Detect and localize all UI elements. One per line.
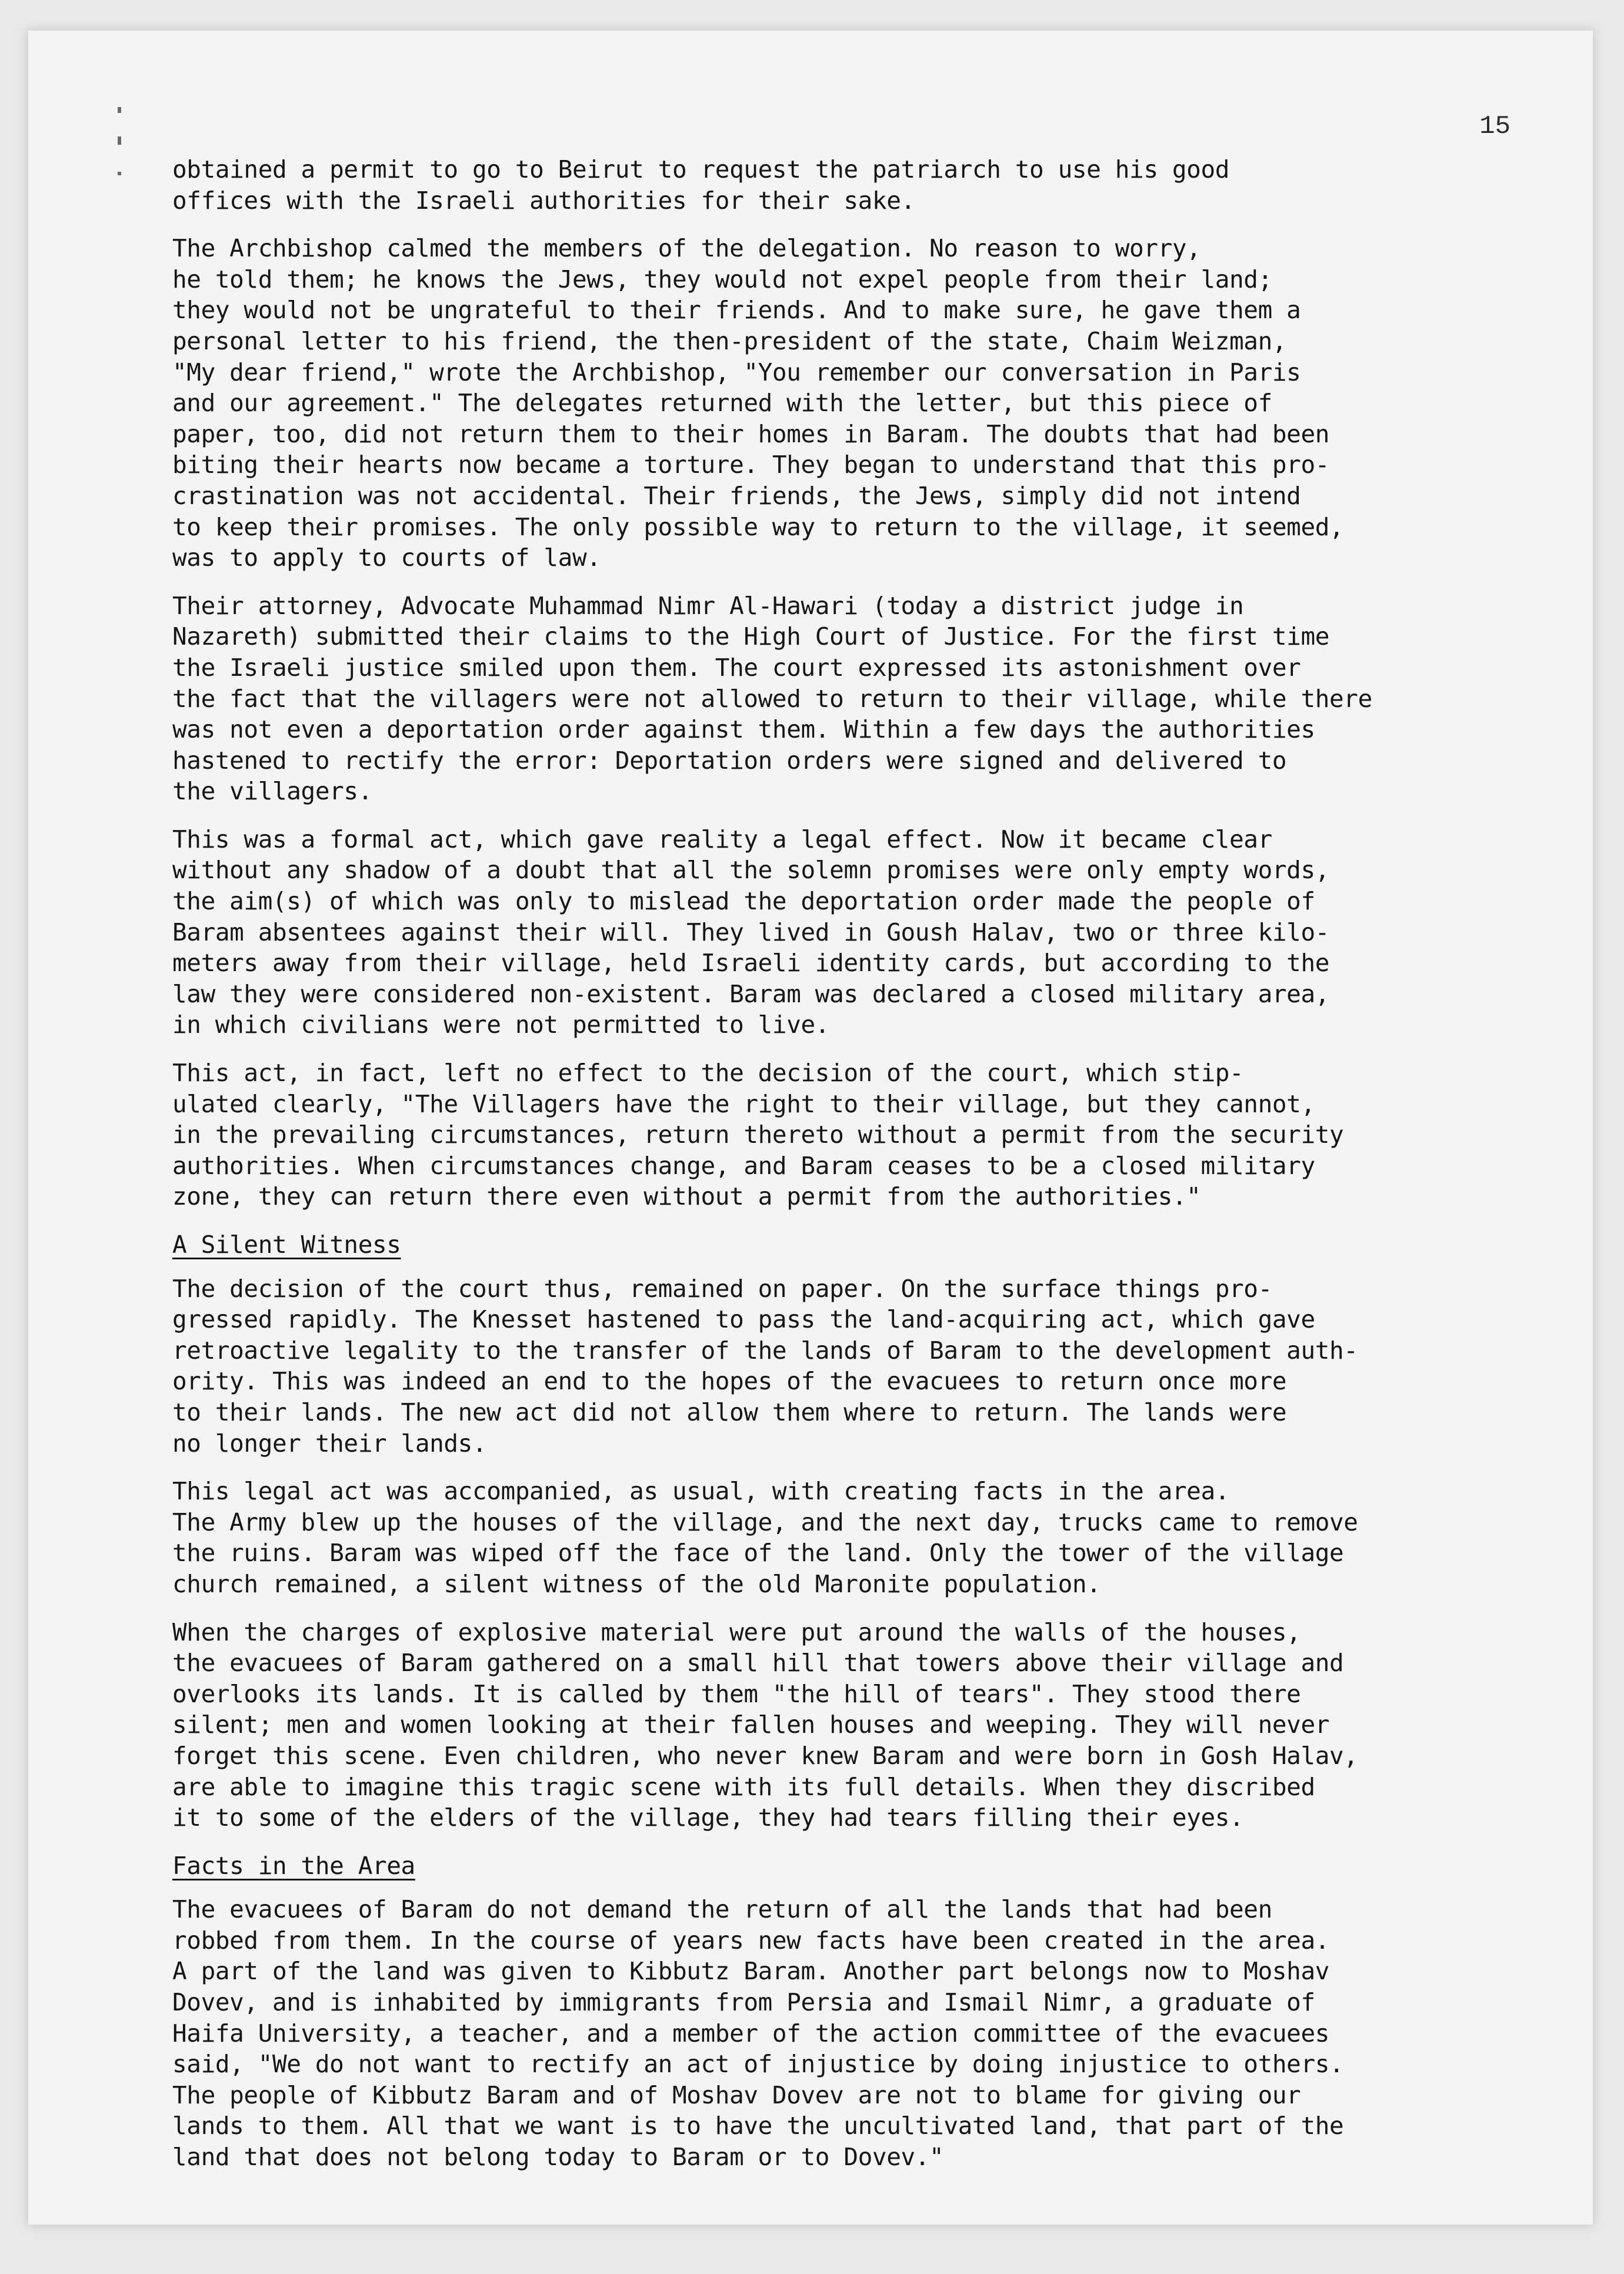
paragraph: The Archbishop calmed the members of the delegation. No reason to worry, he told them; he knows the Jews, they would not expel people from their land; they would not be ungrateful to their friends. And to make sure, he gave them a personal letter to his friend, the then-president of the state, Chaim Weizman, "My dear friend," wrote the Archbishop, "You remember our conversation in Paris and our agreement." The delegates returned with the letter, but this piece of paper, too, did not return them to their homes in Baram. The doubts that had been biting their hearts now became a torture. They began to understand that this pro- crastination was not accidental. Their friends, the Jews, simply did not intend to keep their promises. The only possible way to return to the village, it seemed, was to apply to courts of law.: [172, 234, 1344, 572]
paragraph: This act, in fact, left no effect to the decision of the court, which stip- ulated clearly, "The Villagers have the right to their village, but they cannot, in the prevailing circumstances, return thereto without a permit from the security authorities. When circumstances change, and Baram ceases to be a closed military zone, they can return there even without a permit from the authorities.": [172, 1059, 1344, 1211]
document-body: [172, 154, 1472, 2190]
margin-mark: [118, 136, 121, 145]
paragraph: This legal act was accompanied, as usual, with creating facts in the area. The Army blew up the houses of the village, and the next day, trucks came to remove the ruins. Baram was wiped off the face of the land. Only the tower of the village church remained, a silent witness of the old Maronite population.: [172, 1477, 1358, 1598]
paragraph: The decision of the court thus, remained on paper. On the surface things pro- gressed rapidly. The Knesset hastened to pass the land-acquiring act, which gave retroactive legality to the transfer of the lands of Baram to the development auth- ority. This was indeed an end to the hopes of the evacuees to return once more to their lands. The new act did not allow them where to return. The lands were no longer their lands.: [172, 1274, 1358, 1458]
section-heading-silent-witness: A Silent Witness: [172, 1231, 401, 1259]
paragraph: When the charges of explosive material were put around the walls of the houses, the evacuees of Baram gathered on a small hill that towers above their village and overlooks its lands. It is called by them "the hill of tears". They stood there silent; men and women looking at their fallen houses and weeping. They will never forget this scene. Even children, who never knew Baram and were born in Gosh Halav, are able to imagine this tragic scene with its full details. When they discribed it to some of the elders of the village, they had tears filling their eyes.: [172, 1618, 1358, 1832]
section-heading-facts-in-the-area: Facts in the Area: [172, 1851, 415, 1880]
paragraph: obtained a permit to go to Beirut to request the patriarch to use his good offices with the Israeli authorities for their sake.: [172, 155, 1230, 215]
paragraph: Their attorney, Advocate Muhammad Nimr Al-Hawari (today a district judge in Nazareth) submitted their claims to the High Court of Justice. For the first time the Israeli justice smiled upon them. The court expressed its astonishment over the fact that the villagers were not allowed to return to their village, while there was not even a deportation order against them. Within a few days the authorities hastened to rectify the error: Deportation orders were signed and delivered to the villagers.: [172, 591, 1372, 806]
page-number: 15: [1479, 112, 1510, 141]
paragraph: This was a formal act, which gave reality a legal effect. Now it became clear without any shadow of a doubt that all the solemn promises were only empty words, the aim(s) of which was only to mislead the deportation order made the people of Baram absentees against their will. They lived in Goush Halav, two or three kilo- meters away from their village, held Israeli identity cards, but according to the law they were considered non-existent. Baram was declared a closed military area, in which civilians were not permitted to live.: [172, 825, 1330, 1039]
document-page: [28, 31, 1593, 2225]
margin-mark: [118, 107, 121, 113]
margin-mark: [118, 172, 121, 175]
paragraph: The evacuees of Baram do not demand the return of all the lands that had been robbed from them. In the course of years new facts have been created in the area. A part of the land was given to Kibbutz Baram. Another part belongs now to Moshav Dovev, and is inhabited by immigrants from Persia and Ismail Nimr, a graduate of Haifa University, a teacher, and a member of the action committee of the evacuees said, "We do not want to rectify an act of injustice by doing injustice to others. The people of Kibbutz Baram and of Moshav Dovev are not to blame for giving our lands to them. All that we want is to have the uncultivated land, that part of the land that does not belong today to Baram or to Dovev.": [172, 1895, 1344, 2172]
